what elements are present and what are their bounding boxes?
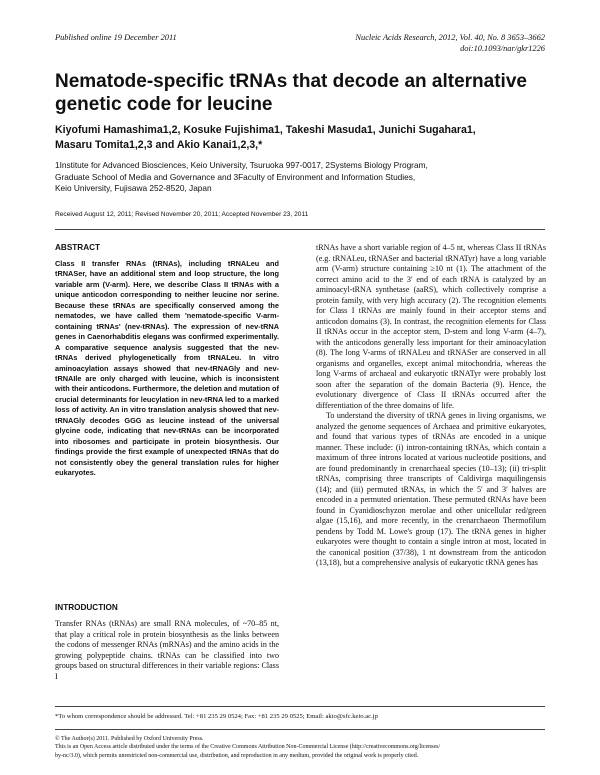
received-dates: Received August 12, 2011; Revised November 20, 2011; Accepted November 23, 2011 [55, 211, 309, 218]
affiliation-line: Keio University, Fujisawa 252-8520, Japan [55, 183, 212, 194]
doi-line: doi:10.1093/nar/gkr1226 [460, 44, 545, 53]
license-divider [55, 729, 545, 730]
abstract-text: Class II transfer RNAs (tRNAs), including tRNALeu and tRNASer, have an additional stem and loop structure, the long variable arm (V-arm). Here, we describe Class II tRNAs with a unique anticodon corresponding to neither leucine nor serine. Because these tRNAs are specifically conserved among the nematodes, we have called them 'nematode-specific V-arm-containing tRNAs' (nev-tRNAs). The expression of nev-tRNA genes in Caenorhabditis elegans was confirmed experimentally. A comparative sequence analysis suggested that the nev-tRNAs derived phylogenetically from tRNALeu. In vitro aminoacylation assays showed that nev-tRNAGly and nev-tRNAIle are only charged with leucine, which is inconsistent with their anticodons. Furthermore, the deletion and mutation of crucial determinants for leucylation in nev-tRNA led to a marked loss of activity. An in vitro translation analysis showed that nev-tRNAGly decodes GGG as leucine instead of the universal glycine code, indicating that nev-tRNAs can be incorporated into ribosomes and participate in protein biosynthesis. Our findings provide the first example of unexpected tRNAs that do not consistently obey the general translation rules for higher eukaryotes. [55, 259, 279, 478]
introduction-section [55, 603, 279, 682]
running-header [55, 32, 545, 56]
published-date: Published online 19 December 2011 [55, 33, 177, 42]
affiliation-line: Graduate School of Media and Governance and 3Faculty of Environment and Information Studies, [55, 171, 416, 182]
abstract-section [55, 243, 279, 479]
body-paragraph: tRNAs have a short variable region of 4–5 nt, whereas Class II tRNAs (e.g. tRNALeu, tRNASer and bacterial tRNATyr) have a long variable arm (V-arm) structure containing ≥10 nt (1). The attachment of the correct amino acid to the 3′ end of each tRNA is catalyzed by an aminoacyl-tRNA synthetase (aaRS), which collectively comprise a protein family, with very high accuracy (2). The recognition elements for Class I tRNAs are mainly found in their acceptor stems and anticodon domains (3). In contrast, the recognition elements for Class II tRNAs occur in the acceptor stem, D-stem and long V-arm (4–7), with the anticodons generally less important for their aminoacylation (8). The long V-arms of tRNALeu and tRNASer are conserved in all organisms and organelles, except animal mitochondria, whereas the long V-arms of archaeal and eukaryotic tRNATyr were probably lost soon after the separation of the domain Bacteria (9). Hence, the evolutionary divergence of Class II tRNAs occurred after the differentiation of the three domains of life. [316, 243, 546, 410]
license-line: This is an Open Access article distributed under the terms of the Creative Commons Attribution Non-Commercial License (http://creativecommons.org/licenses/ [55, 744, 441, 751]
journal-line: Nucleic Acids Research, 2012, Vol. 40, No. 8 3653–3662 [355, 33, 545, 42]
authors-line-2: Masaru Tomita1,2,3 and Akio Kanai1,2,3,* [55, 139, 263, 151]
correspondence-note: *To whom correspondence should be addressed. Tel: +81 235 29 0524; Fax: +81 235 29 0525; Email: akio@sfc.keio.ac.jp [55, 713, 378, 720]
right-column [316, 243, 546, 569]
affiliations [55, 160, 555, 195]
introduction-text: Transfer RNAs (tRNAs) are small RNA molecules, of ~70–85 nt, that play a critical role in protein biosynthesis as the links between the codons of messenger RNAs (mRNAs) and the amino acids in the growing polypeptide chains. tRNAs can be classified into two groups based on structural differences in their variable regions: Class I [55, 619, 279, 681]
article-title: Nematode-specific tRNAs that decode an alternative genetic code for leucine [55, 71, 527, 115]
body-paragraph: To understand the diversity of tRNA genes in living organisms, we analyzed the genome sequences of Archaea and primitive eukaryotes, and found that various types of tRNAs are encoded in a unique manner. These include: (i) intron-containing tRNAs, which contain a maximum of three introns located at various nucleotide positions, and are found predominantly in crenarchaeal species (10–13); (ii) tri-split tRNAs, comprising three transcripts of Caldivirga maquilingensis (14); and (iii) permuted tRNAs, in which the 5′ and 3′ halves are encoded in a permuted orientation. These permuted tRNAs have been found in Cyanidioschyzon merolae and other unicellular red/green algae (15,16), and more recently, in the crenarchaeon Thermofilum pendens by Todd M. Lowe's group (17). The tRNA genes in higher eukaryotes were thought to contain a single intron at most, located in the canonical position (37/38), 1 nt downstream from the anticodon (13,18), but a comprehensive analysis of eukaryotic tRNA genes has [316, 411, 546, 567]
authors-line-1: Kiyofumi Hamashima1,2, Kosuke Fujishima1, Takeshi Masuda1, Junichi Sugahara1, [55, 124, 476, 136]
license-line: by-nc/3.0), which permits unrestricted non-commercial use, distribution, and reproduction in any medium, provided the original work is properly cited. [55, 752, 419, 759]
top-divider [55, 229, 545, 230]
footnote-divider [55, 706, 545, 707]
introduction-heading: INTRODUCTION [55, 603, 118, 612]
license-line: © The Author(s) 2011. Published by Oxford University Press. [55, 736, 204, 742]
author-list [55, 123, 560, 153]
license-note [55, 735, 545, 760]
affiliation-line: 1Institute for Advanced Biosciences, Keio University, Tsuruoka 997-0017, 2Systems Biology Program, [55, 160, 428, 170]
abstract-heading: ABSTRACT [55, 243, 101, 252]
journal-citation [355, 32, 545, 54]
